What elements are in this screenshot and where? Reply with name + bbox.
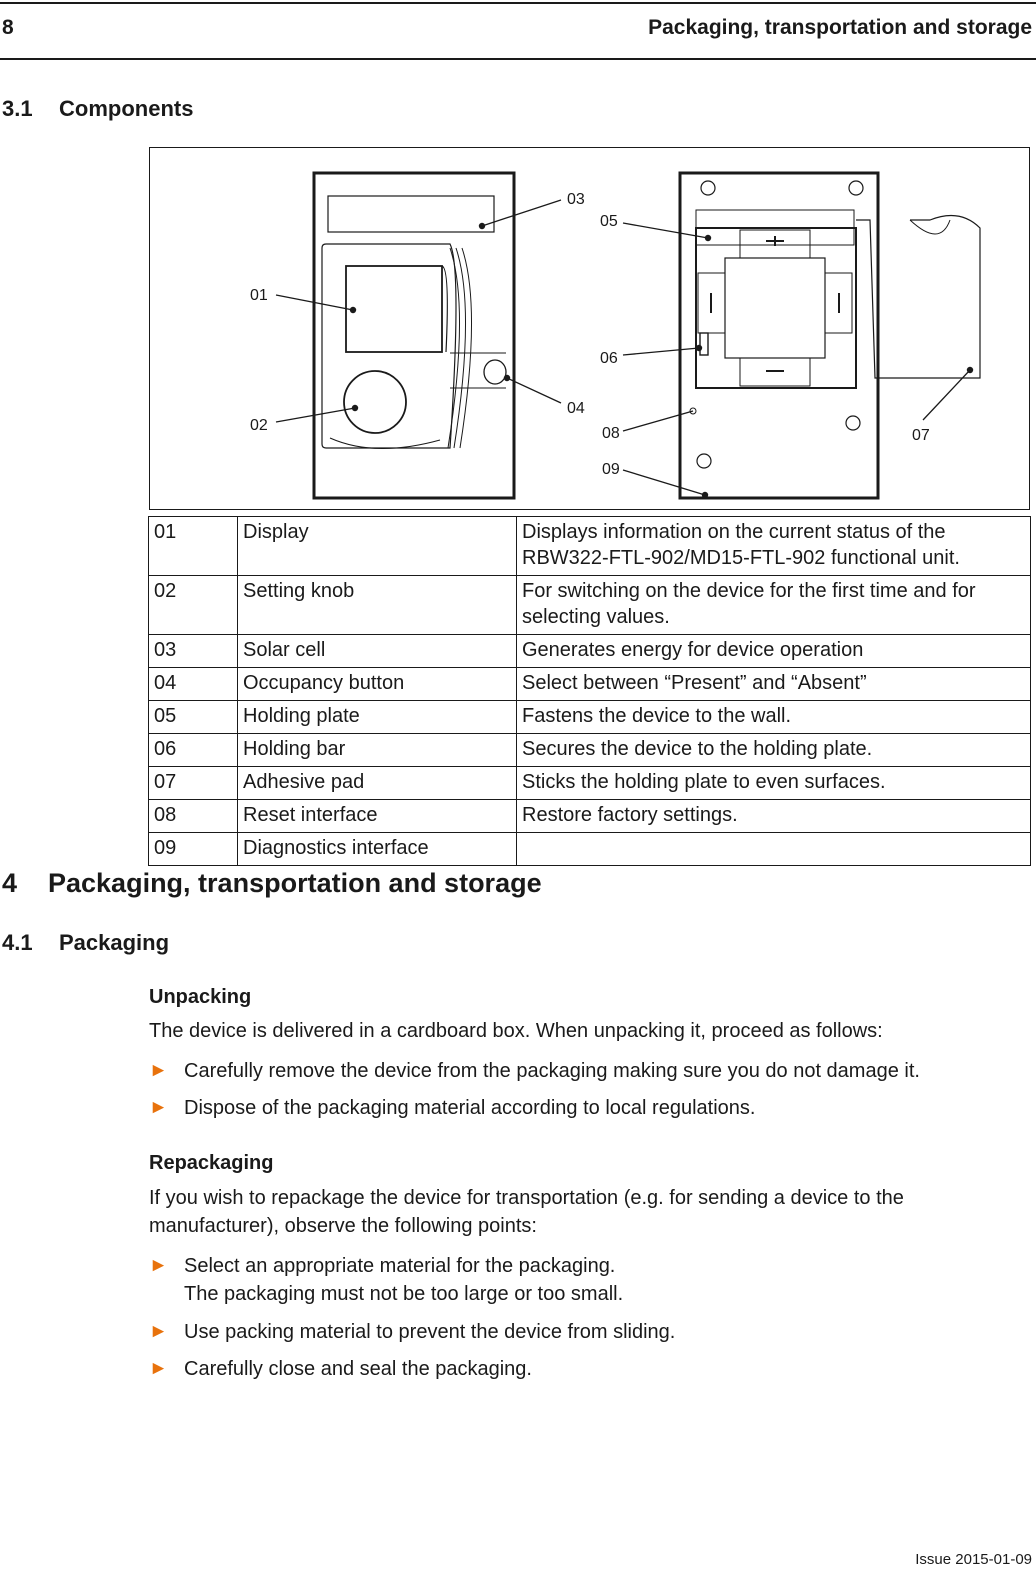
component-description (517, 833, 1031, 866)
callout-06: 06 (600, 350, 618, 367)
component-description: Generates energy for device operation (517, 635, 1031, 668)
repackaging-intro-line-2: manufacturer), observe the following points: (149, 1215, 537, 1237)
component-description: Fastens the device to the wall. (517, 701, 1031, 734)
section-number: 3.1 (2, 96, 33, 121)
list-item-text: Select an appropriate material for the packaging. (184, 1255, 616, 1277)
list-item-text: Dispose of the packaging material according to local regulations. (184, 1097, 756, 1119)
components-table (148, 516, 1031, 866)
component-number: 06 (149, 734, 238, 767)
table-row (149, 800, 1031, 833)
section-heading-4-1 (2, 930, 169, 956)
callout-03: 03 (567, 191, 585, 208)
component-name: Holding plate (238, 701, 517, 734)
header-rule-bottom (0, 58, 1036, 60)
callout-02: 02 (250, 417, 268, 434)
callout-dots (350, 223, 973, 498)
component-description: Secures the device to the holding plate. (517, 734, 1031, 767)
table-row (149, 576, 1031, 635)
callout-01: 01 (250, 287, 268, 304)
component-number: 04 (149, 668, 238, 701)
page-number: 8 (2, 16, 14, 39)
callout-09: 09 (602, 461, 620, 478)
callout-05: 05 (600, 213, 618, 230)
component-description: Select between “Present” and “Absent” (517, 668, 1031, 701)
component-number: 09 (149, 833, 238, 866)
component-number: 01 (149, 517, 238, 576)
running-header-title: Packaging, transportation and storage (648, 16, 1032, 39)
device-drawing (150, 148, 1031, 511)
table-row (149, 767, 1031, 800)
component-name: Setting knob (238, 576, 517, 635)
header-rule-top (0, 2, 1036, 4)
component-description: Restore factory settings. (517, 800, 1031, 833)
chapter-number: 4 (2, 868, 18, 898)
unpacking-intro: The device is delivered in a cardboard box. When unpacking it, proceed as follows: (149, 1020, 883, 1042)
footer-issue-date: Issue 2015-01-09 (915, 1551, 1032, 1568)
callout-08: 08 (602, 425, 620, 442)
table-row (149, 734, 1031, 767)
list-item-text: Carefully remove the device from the packaging making sure you do not damage it. (184, 1060, 920, 1082)
chapter-title: Packaging, transportation and storage (48, 868, 542, 898)
component-name: Reset interface (238, 800, 517, 833)
table-row (149, 668, 1031, 701)
callout-04: 04 (567, 400, 585, 417)
component-name: Holding bar (238, 734, 517, 767)
component-number: 07 (149, 767, 238, 800)
section-number: 4.1 (2, 930, 33, 955)
list-item-text: The packaging must not be too large or too small. (184, 1283, 624, 1305)
table-row (149, 635, 1031, 668)
list-item-text: Use packing material to prevent the device from sliding. (184, 1321, 676, 1343)
section-title: Components (59, 96, 194, 121)
callout-07: 07 (912, 427, 930, 444)
table-row (149, 517, 1031, 576)
bullet-arrow-icon: ► (149, 1255, 168, 1276)
bullet-arrow-icon: ► (149, 1060, 168, 1081)
component-number: 08 (149, 800, 238, 833)
component-name: Adhesive pad (238, 767, 517, 800)
thermostat-front-drawing (314, 173, 514, 498)
chapter-heading-4 (2, 868, 542, 899)
section-heading-3-1 (2, 96, 193, 122)
component-description: Sticks the holding plate to even surfaces. (517, 767, 1031, 800)
component-description: Displays information on the current status of the RBW322-FTL-902/MD15-FTL-902 functional unit. (517, 517, 1031, 576)
bullet-arrow-icon: ► (149, 1321, 168, 1342)
list-item-text: Carefully close and seal the packaging. (184, 1358, 532, 1380)
bullet-arrow-icon: ► (149, 1097, 168, 1118)
component-name: Diagnostics interface (238, 833, 517, 866)
table-row (149, 833, 1031, 866)
component-name: Occupancy button (238, 668, 517, 701)
component-description: For switching on the device for the first time and for selecting values. (517, 576, 1031, 635)
bullet-arrow-icon: ► (149, 1358, 168, 1379)
component-number: 02 (149, 576, 238, 635)
unpacking-heading: Unpacking (149, 986, 252, 1008)
component-number: 05 (149, 701, 238, 734)
section-title: Packaging (59, 930, 170, 955)
components-figure (149, 147, 1030, 510)
repackaging-heading: Repackaging (149, 1152, 274, 1174)
component-number: 03 (149, 635, 238, 668)
holding-plate-drawing (680, 173, 980, 498)
component-name: Display (238, 517, 517, 576)
repackaging-intro-line-1: If you wish to repackage the device for transportation (e.g. for sending a device to the (149, 1187, 904, 1209)
component-name: Solar cell (238, 635, 517, 668)
table-row (149, 701, 1031, 734)
